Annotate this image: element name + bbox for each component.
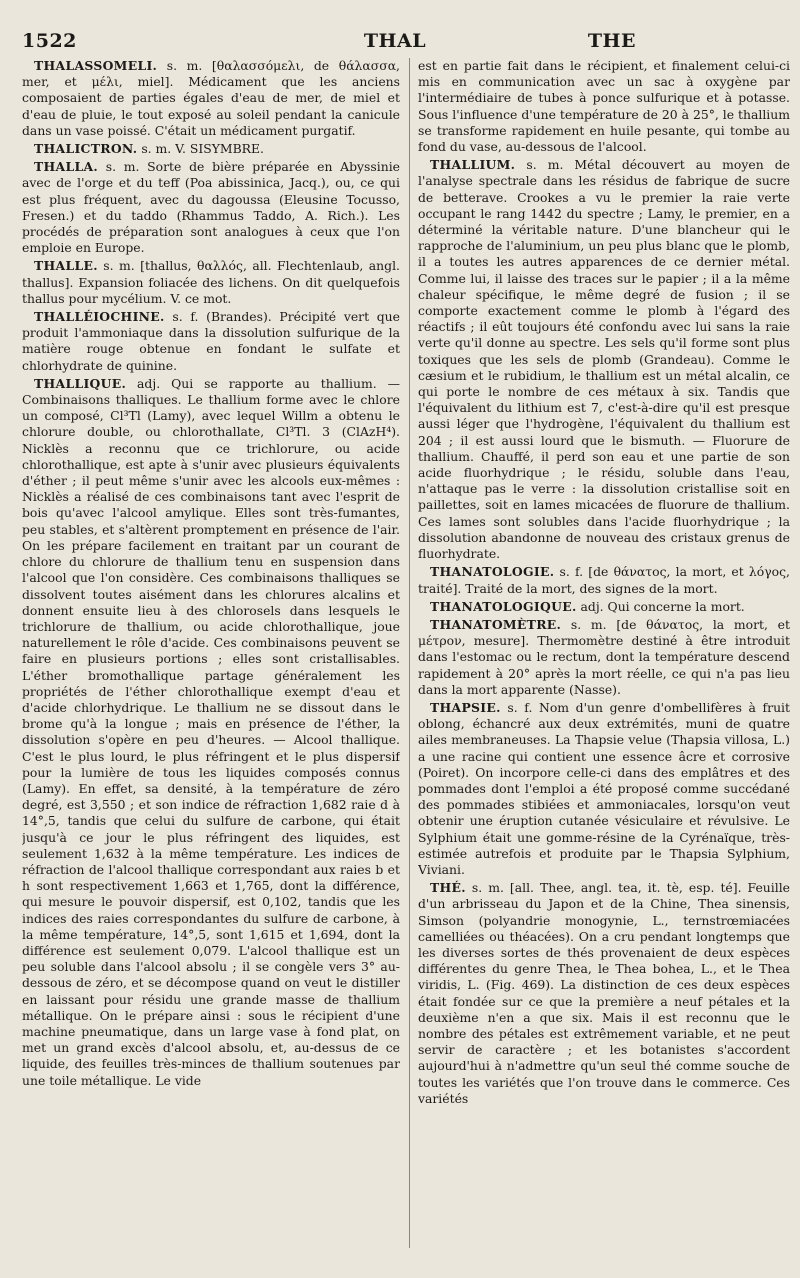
entry-text: s. m. Métal découvert au moyen de l'analyse spectrale dans les résidus de fabrique de sucre de betterave. Crookes a vu le premier la raie verte occupant le rang 1442 du spectre ; Lamy, le premier, en a déterminé la véritable nature. D'une blancheur qui le rapproche de l'aluminium, un peu plus blanc que le plomb, il a toutes les autres apparences de ce dernier métal. Comme lui, il laisse des traces sur le papier ; il a la même chaleur spécifique, le même degré de fusion ; il se comporte exactement comme le plomb à l'égard des réactifs ; il eût toujours été confondu avec lui sans la raie verte qu'il donne au spectre. Les sels qu'il forme sont plus toxiques que les sels de plomb (Grandeau). Comme le cæsium et le rubidium, le thallium est un métal alcalin, ce qui porte le nombre de ces métaux à six. Tandis que l'équivalent du lithium est 7, c'est-à-dire qu'il est presque aussi léger que l'hydrogène, l'équivalent du thallium est 204 ; il est aussi lourd que le bismuth. — Fluorure de thallium. Chauffé, il perd son eau et une partie de son acide fluorhydrique ; le résidu, soluble dans l'eau, n'attaque pas le verre : la dissolution cristallise soit en paillettes, soit en lames micacées de fluorure de thallium. Ces lames sont solubles dans l'acide fluorhydrique ; la dissolution abandonne de nouveau des cristaux grenus de fluorhydrate. [418,157,790,562]
left-column [22,58,400,1268]
headword: THALICTRON. [34,141,138,157]
headword: THALLIQUE. [34,375,127,391]
entry-text: s. m. Sorte de bière préparée en Abyssinie avec de l'orge et du teff (Poa abissinica, Jacq.), ou, ce qui est plus fréquent, avec du dagoussa (Eleusine Tocusso, Fresen.) et du taddo (Rhammus Taddo, A. Rich.). Les procédés de préparation sont analogues à ceux que l'on emploie en Europe. [22,159,400,256]
entry-thanatometre [418,617,790,698]
entry-thanatologie [418,564,790,596]
headword: THALLÉIOCHINE. [34,309,165,325]
entry-text: adj. Qui concerne la mort. [576,598,745,614]
headword: THANATOLOGIE. [430,564,555,580]
entry-text: s. f. [de θάνατος, la mort, et λόγος, traité]. Traité de la mort, des signes de la mort. [418,564,790,596]
entry-text: s. f. (Brandes). Précipité vert que produit l'ammoniaque dans la dissolution sulfurique de la matière rouge obtenue en fondant le sulfate et chlorhydrate de quinine. [22,309,400,373]
headword: THANATOMÈTRE. [430,616,562,632]
entry-text: s. m. [θαλασσόμελι, de θάλασσα, mer, et μέλι, miel]. Médicament que les anciens composaient de parties égales d'eau de mer, de miel et d'eau de pluie, le tout exposé au soleil pendant la canicule dans un vase poissé. C'était un médicament purgatif. [22,58,400,138]
headword: THALLIUM. [430,157,516,173]
entry-thalictron [22,141,400,157]
entry-thalleiochine [22,309,400,374]
entry-text: s. m. [all. Thee, angl. tea, it. tè, esp. té]. Feuille d'un arbrisseau du Japon et de la Chine, Thea sinensis, Simson (polyandrie monogynie, L., ternstrœmiacées camelliées ou théacées). On a cru pendant longtemps que les diverses sortes de thés provenaient de deux espèces différentes du genre Thea, le Thea bohea, L., et le Thea viridis, L. (Fig. 469). La distinction de ces deux espèces était fondée sur ce que la première a neuf pétales et la deuxième n'en a que six. Mais il est reconnu que le nombre des pétales est extrêmement variable, et ne peut servir de caractère ; et les botanistes s'accordent aujourd'hui à n'admettre qu'un seul thé comme souche de toutes les variétés que l'on trouve dans le commerce. Ces variétés [418,880,790,1106]
headword: THÉ. [430,880,466,896]
right-column [418,58,790,1268]
entry-continuation [418,58,790,155]
entry-thanatologique [418,599,790,615]
entry-thalassomeli [22,58,400,139]
entry-text: s. m. [thallus, θαλλός, all. Flechtenlaub, angl. thallus]. Expansion foliacée des lichens. On dit quelquefois thallus pour mycélium. V. ce mot. [22,258,400,306]
header-right-word: THE [587,30,636,52]
entry-text: s. f. Nom d'un genre d'ombellifères à fruit oblong, échancré aux deux extrémités, muni de quatre ailes membraneuses. La Thapsie velue (Thapsia villosa, L.) a une racine qui contient une essence âcre et corrosive (Poiret). On incorpore celle-ci dans des emplâtres et des pommades dont l'emploi a été proposé comme succédané des pommades stibiées et ammoniacales, lorsqu'on veut obtenir une éruption cutanée vésiculaire et révulsive. Le Sylphium était une gomme-résine de la Cyrénaïque, très-estimée autrefois et produite par le Thapsia Sylphium, Viviani. [418,699,790,877]
header-left-word: THAL [363,30,427,52]
entry-thapsie [418,700,790,878]
entry-thalle [22,258,400,307]
page-number: 1522 [22,30,77,52]
headword: THALASSOMELI. [34,58,158,73]
running-header [22,30,786,56]
entry-thalla [22,159,400,256]
entry-the [418,880,790,1107]
headword: THALLA. [34,159,98,175]
headword: THANATOLOGIQUE. [430,598,577,614]
entry-thallium [418,157,790,562]
column-divider [409,58,410,1248]
headword: THALLE. [34,258,98,274]
entry-text: est en partie fait dans le récipient, et finalement celui-ci mis en communication avec un sac à oxygène par l'intermédiaire de tubes à ponce sulfurique et à potasse. Sous l'influence d'une température de 20 à 25°, le thallium se transforme rapidement en huile pesante, qui tombe au fond du vase, au-dessous de l'alcool. [418,58,790,155]
entry-text: s. m. [de θάνατος, la mort, et μέτρον, mesure]. Thermomètre destiné à être introduit dans l'estomac ou le rectum, dont la température descend rapidement à 20° après la mort réelle, ce qui n'a pas lieu dans la mort apparente (Nasse). [418,616,790,697]
entry-text: s. m. V. SISYMBRE. [137,141,264,157]
headword: THAPSIE. [430,699,501,715]
entry-thallique [22,376,400,1089]
entry-text: adj. Qui se rapporte au thallium. — Combinaisons thalliques. Le thallium forme avec le chlore un composé, Cl³Tl (Lamy), avec lequel Willm a obtenu le chlorure double, ou chlorothallate, Cl³Tl. 3 (ClAzH⁴). Nicklès a reconnu que ce trichlorure, ou acide chlorothallique, est apte à s'unir avec plusieurs équivalents d'éther ; il peut même s'unir avec les alcools eux-mêmes : Nicklès a réalisé de ces combinaisons tant avec l'esprit de bois qu'avec l'alcool amylique. Elles sont très-fumantes, peu stables, et s'altèrent promptement en présence de l'air. On les prépare facilement en traitant par un courant de chlore du chlorure de thallium tenu en suspension dans l'alcool que l'on considère. Ces combinaisons thalliques se dissolvent toutes aisément dans les chlorures alcalins et donnent ensuite lieu à des chlorosels dans lesquels le trichlorure de thallium, ou acide chlorothallique, joue naturellement le rôle d'acide. Ces combinaisons peuvent se faire en plusieurs portions ; elles sont cristallisables. L'éther bromothallique partage généralement les propriétés de l'éther chlorothallique exempt d'eau et d'acide chlorhydrique. Le thallium ne se dissout dans le brome qu'à la longue ; mais en présence de l'éther, la dissolution s'opère en peu d'heures. — Alcool thallique. C'est le plus lourd, le plus réfringent et le plus dispersif pour la lumière de tous les liquides composés connus (Lamy). En effet, sa densité, à la température de zéro degré, est 3,550 ; et son indice de réfraction 1,682 raie d à 14°,5, tandis que celui du sulfure de carbone, qui était jusqu'à ce jour le plus réfringent des liquides, est seulement 1,632 à la même température. Les indices de réfraction de l'alcool thallique correspondant aux raies b et h sont respectivement 1,663 et 1,765, dont la différence, qui mesure le pouvoir dispersif, est 0,102, tandis que les indices des raies correspondantes du sulfure de carbone, à la même température, 14°,5, sont 1,615 et 1,694, dont la différence est seulement 0,079. L'alcool thallique est un peu soluble dans l'alcool absolu ; il se congèle vers 3° au-dessous de zéro, et se décompose quand on veut le distiller en laissant pour résidu une grande masse de thallium métallique. On le prépare ainsi : sous le récipient d'une machine pneumatique, dans un large vase à fond plat, on met un grand excès d'alcool absolu, et, au-dessus de ce liquide, des feuilles très-minces de thallium soutenues par une toile métallique. Le vide [22,375,400,1088]
